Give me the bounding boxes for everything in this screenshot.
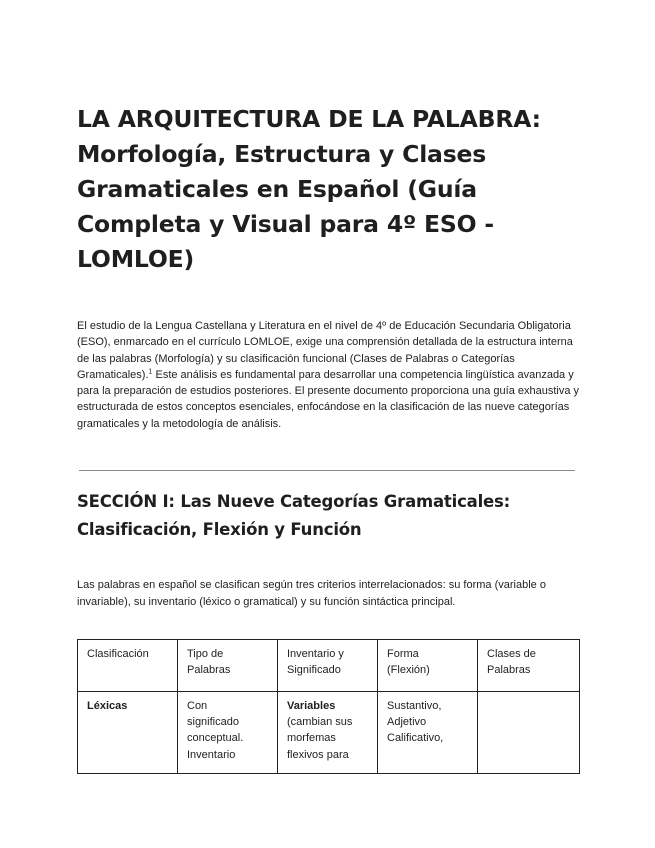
cell-clasificacion <box>78 692 178 774</box>
title-line: LOMLOE) <box>77 245 195 273</box>
title-line: Completa y Visual para 4º ESO - <box>77 210 494 238</box>
header-cell-text: Inventario y <box>287 648 344 660</box>
header-cell-forma <box>378 640 478 692</box>
cell-text: (cambian sus <box>287 716 353 729</box>
cell-text: Calificativo, <box>387 732 444 745</box>
cell-inventario <box>278 692 378 774</box>
title-line: Gramaticales en Español (Guía <box>77 175 477 203</box>
cell-text: morfemas <box>287 732 336 745</box>
cell-text: Inventario <box>187 748 236 761</box>
title-line: LA ARQUITECTURA DE LA PALABRA: <box>77 105 541 133</box>
table-header-row <box>78 640 580 692</box>
header-cell-tipo <box>178 640 278 692</box>
header-cell-text: Tipo de <box>187 648 224 660</box>
header-cell-text: Forma <box>387 648 419 660</box>
header-cell-text: Significado <box>287 664 341 677</box>
header-cell-text: Palabras <box>487 664 531 677</box>
cell-text: Sustantivo, <box>387 700 442 712</box>
cell-text: Léxicas <box>87 700 128 712</box>
section-divider <box>79 470 575 471</box>
cell-text: Adjetivo <box>387 716 427 729</box>
header-cell-clases <box>478 640 580 692</box>
section-title-line: SECCIÓN I: Las Nueve Categorías Gramaticales: <box>77 492 511 511</box>
header-cell-clasificacion <box>78 640 178 692</box>
header-cell-text: Clases de <box>487 648 536 660</box>
cell-text: flexivos para <box>287 748 349 761</box>
header-cell-text: (Flexión) <box>387 664 430 677</box>
title-line: Morfología, Estructura y Clases <box>77 140 487 168</box>
cell-text: Variables <box>287 700 336 712</box>
cell-tipo <box>178 692 278 774</box>
table-row <box>78 692 580 774</box>
intro-text-part1: El estudio de la Lengua Castellana y Literatura en el nivel de 4º de Educación Secundaria Obligatoria (ESO), enmarcado en el currículo LOMLOE, exige una comprensión detallada de la estructura interna de las palabras (Morfología) y su clasificación funcional (Clases de Palabras o Categorías Gramaticales). <box>77 320 573 381</box>
header-cell-text: Palabras <box>187 664 231 677</box>
cell-text: conceptual. <box>187 732 244 745</box>
cell-clases <box>478 692 580 774</box>
intro-paragraph <box>77 318 582 432</box>
classification-table <box>77 639 580 774</box>
intro-text-part2: Este análisis es fundamental para desarrollar una competencia lingüística avanzada y para la preparación de estudios posteriores. El presente documento proporciona una guía exhaustiva y estructurada de estos conceptos esenciales, enfocándose en la clasificación de las nueve categorías gramaticales y la metodología de análisis. <box>77 368 580 430</box>
section-title-line: Clasificación, Flexión y Función <box>77 520 362 539</box>
section-intro-paragraph: Las palabras en español se clasifican según tres criterios interrelacionados: su forma (variable o invariable), su inventario (léxico o gramatical) y su función sintáctica principal. <box>77 579 546 608</box>
cell-text: Con <box>187 700 208 712</box>
cell-forma <box>378 692 478 774</box>
header-cell-inventario <box>278 640 378 692</box>
header-cell-text: Clasificación <box>87 648 149 660</box>
section-title <box>77 488 577 544</box>
cell-text: significado <box>187 716 239 729</box>
footnote-marker[interactable]: 1 <box>148 368 153 376</box>
document-title <box>77 102 577 277</box>
